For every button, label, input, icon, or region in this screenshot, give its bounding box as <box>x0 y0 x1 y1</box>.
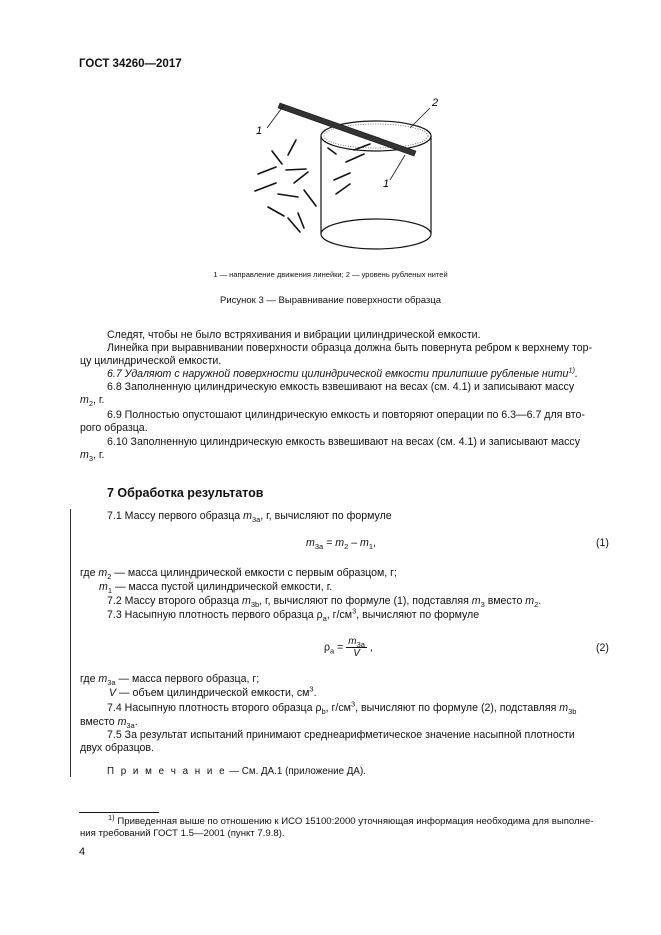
clause-7-1: 7.1 Массу первого образца $m_{3a}$, г, вычисляют по формуле <box>107 510 392 525</box>
equation-1-number: (1) <box>596 537 609 549</box>
where-m1: $m_1$ — масса пустой цилиндрической емкости, г. <box>99 581 333 596</box>
ruler-bar <box>278 103 416 156</box>
equation-1: $m_{3a} = m_2 - m_1$, <box>306 537 376 552</box>
note: П р и м е ч а н и е — См. ДА.1 (приложение ДА). <box>107 766 366 777</box>
leader-1-left <box>267 105 284 128</box>
equation-2-fraction: $\frac{m_{3a}}{V}$ <box>348 636 365 659</box>
paragraph-no-shaking: Следят, чтобы не было встряхивания и вибрации цилиндрической емкости. <box>107 329 481 341</box>
clause-7-2: 7.2 Массу второго образца $m_{3b}$, г, вычисляют по формуле (1), подставляя $m_3$ вместо $m_2$. <box>107 595 542 610</box>
figure-caption: Рисунок 3 — Выравнивание поверхности образца <box>220 295 441 306</box>
page-number: 4 <box>79 846 86 858</box>
paragraph-6-9-line2: рого образца. <box>80 422 148 434</box>
figure-drawing <box>240 88 460 258</box>
document-header: ГОСТ 34260—2017 <box>79 58 182 70</box>
paragraph-ruler-line1: Линейка при выравнивании поверхности образца должна быть повернута ребром к верхнему тор- <box>107 342 593 354</box>
footnote-separator <box>79 812 159 813</box>
change-bar <box>70 509 71 777</box>
fiber-strokes <box>255 140 370 232</box>
clause-7-4-line2: вместо $m_{3a}$. <box>80 716 138 731</box>
where-m3a: где $m_{3a}$ — масса первого образца, г; <box>80 673 260 688</box>
equation-2-number: (2) <box>596 642 609 654</box>
where-m2: где $m_2$ — масса цилиндрической емкости с первым образцом, г; <box>80 567 397 582</box>
clause-7-5-line2: двух образцов. <box>80 742 155 754</box>
clause-7-5-line1: 7.5 За результат испытаний принимают среднеарифметическое значение насыпной плотности <box>107 729 575 741</box>
figure-label-1-left: 1 <box>256 125 263 137</box>
figure-legend: 1 — направление движения линейки; 2 — уровень рубленых нитей <box>213 270 448 279</box>
footnote: $^{1)}$ Приведенная выше по отношению к ИСО 15100:2000 уточняющая информация необходима для выполне- ния требований ГОСТ 1.5—2001 (пункт 7.9.8). <box>80 812 594 839</box>
where-V: V — объем цилиндрической емкости, $см^3$. <box>109 684 317 699</box>
paragraph-6-9-line1: 6.9 Полностью опустошают цилиндрическую емкость и повторяют операции по 6.3—6.7 для вто- <box>107 409 585 421</box>
section-7-title: 7 Обработка результатов <box>107 486 264 500</box>
figure-label-2: 2 <box>432 97 439 109</box>
paragraph-6-10-line1: 6.10 Заполненную цилиндрическую емкость взвешивают на весах (см. 4.1) и записывают массу <box>107 436 581 448</box>
clause-7-3: 7.3 Насыпную плотность первого образца $\rho_a$, $г/см^3$, вычисляют по формуле <box>107 606 480 624</box>
leader-1-right <box>390 155 405 180</box>
figure-label-1-right: 1 <box>383 178 390 190</box>
leader-2 <box>410 108 430 128</box>
paragraph-6-7: 6.7 Удаляют с наружной поверхности цилиндрической емкости прилипшие рубленые нити$^{1)}$. <box>107 365 578 380</box>
equation-2: $\rho_a$ = $\frac{m_{3a}}{V}$ , <box>324 636 373 659</box>
paragraph-6-8-line2: $m_2$, г. <box>80 394 105 409</box>
paragraph-6-10-line2: $m_3$, г. <box>80 449 105 464</box>
paragraph-6-8-line1: 6.8 Заполненную цилиндрическую емкость взвешивают на весах (см. 4.1) и записывают массу <box>107 381 575 393</box>
cylinder-bottom-ellipse <box>321 219 431 249</box>
clause-7-4-line1: 7.4 Насыпную плотность второго образца $\rho_b$, $г/см^3$, вычисляют по формуле (2), подставляя $m_{3b}$ <box>107 699 577 717</box>
paragraph-ruler-line2: цу цилиндрической емкости. <box>80 355 222 367</box>
